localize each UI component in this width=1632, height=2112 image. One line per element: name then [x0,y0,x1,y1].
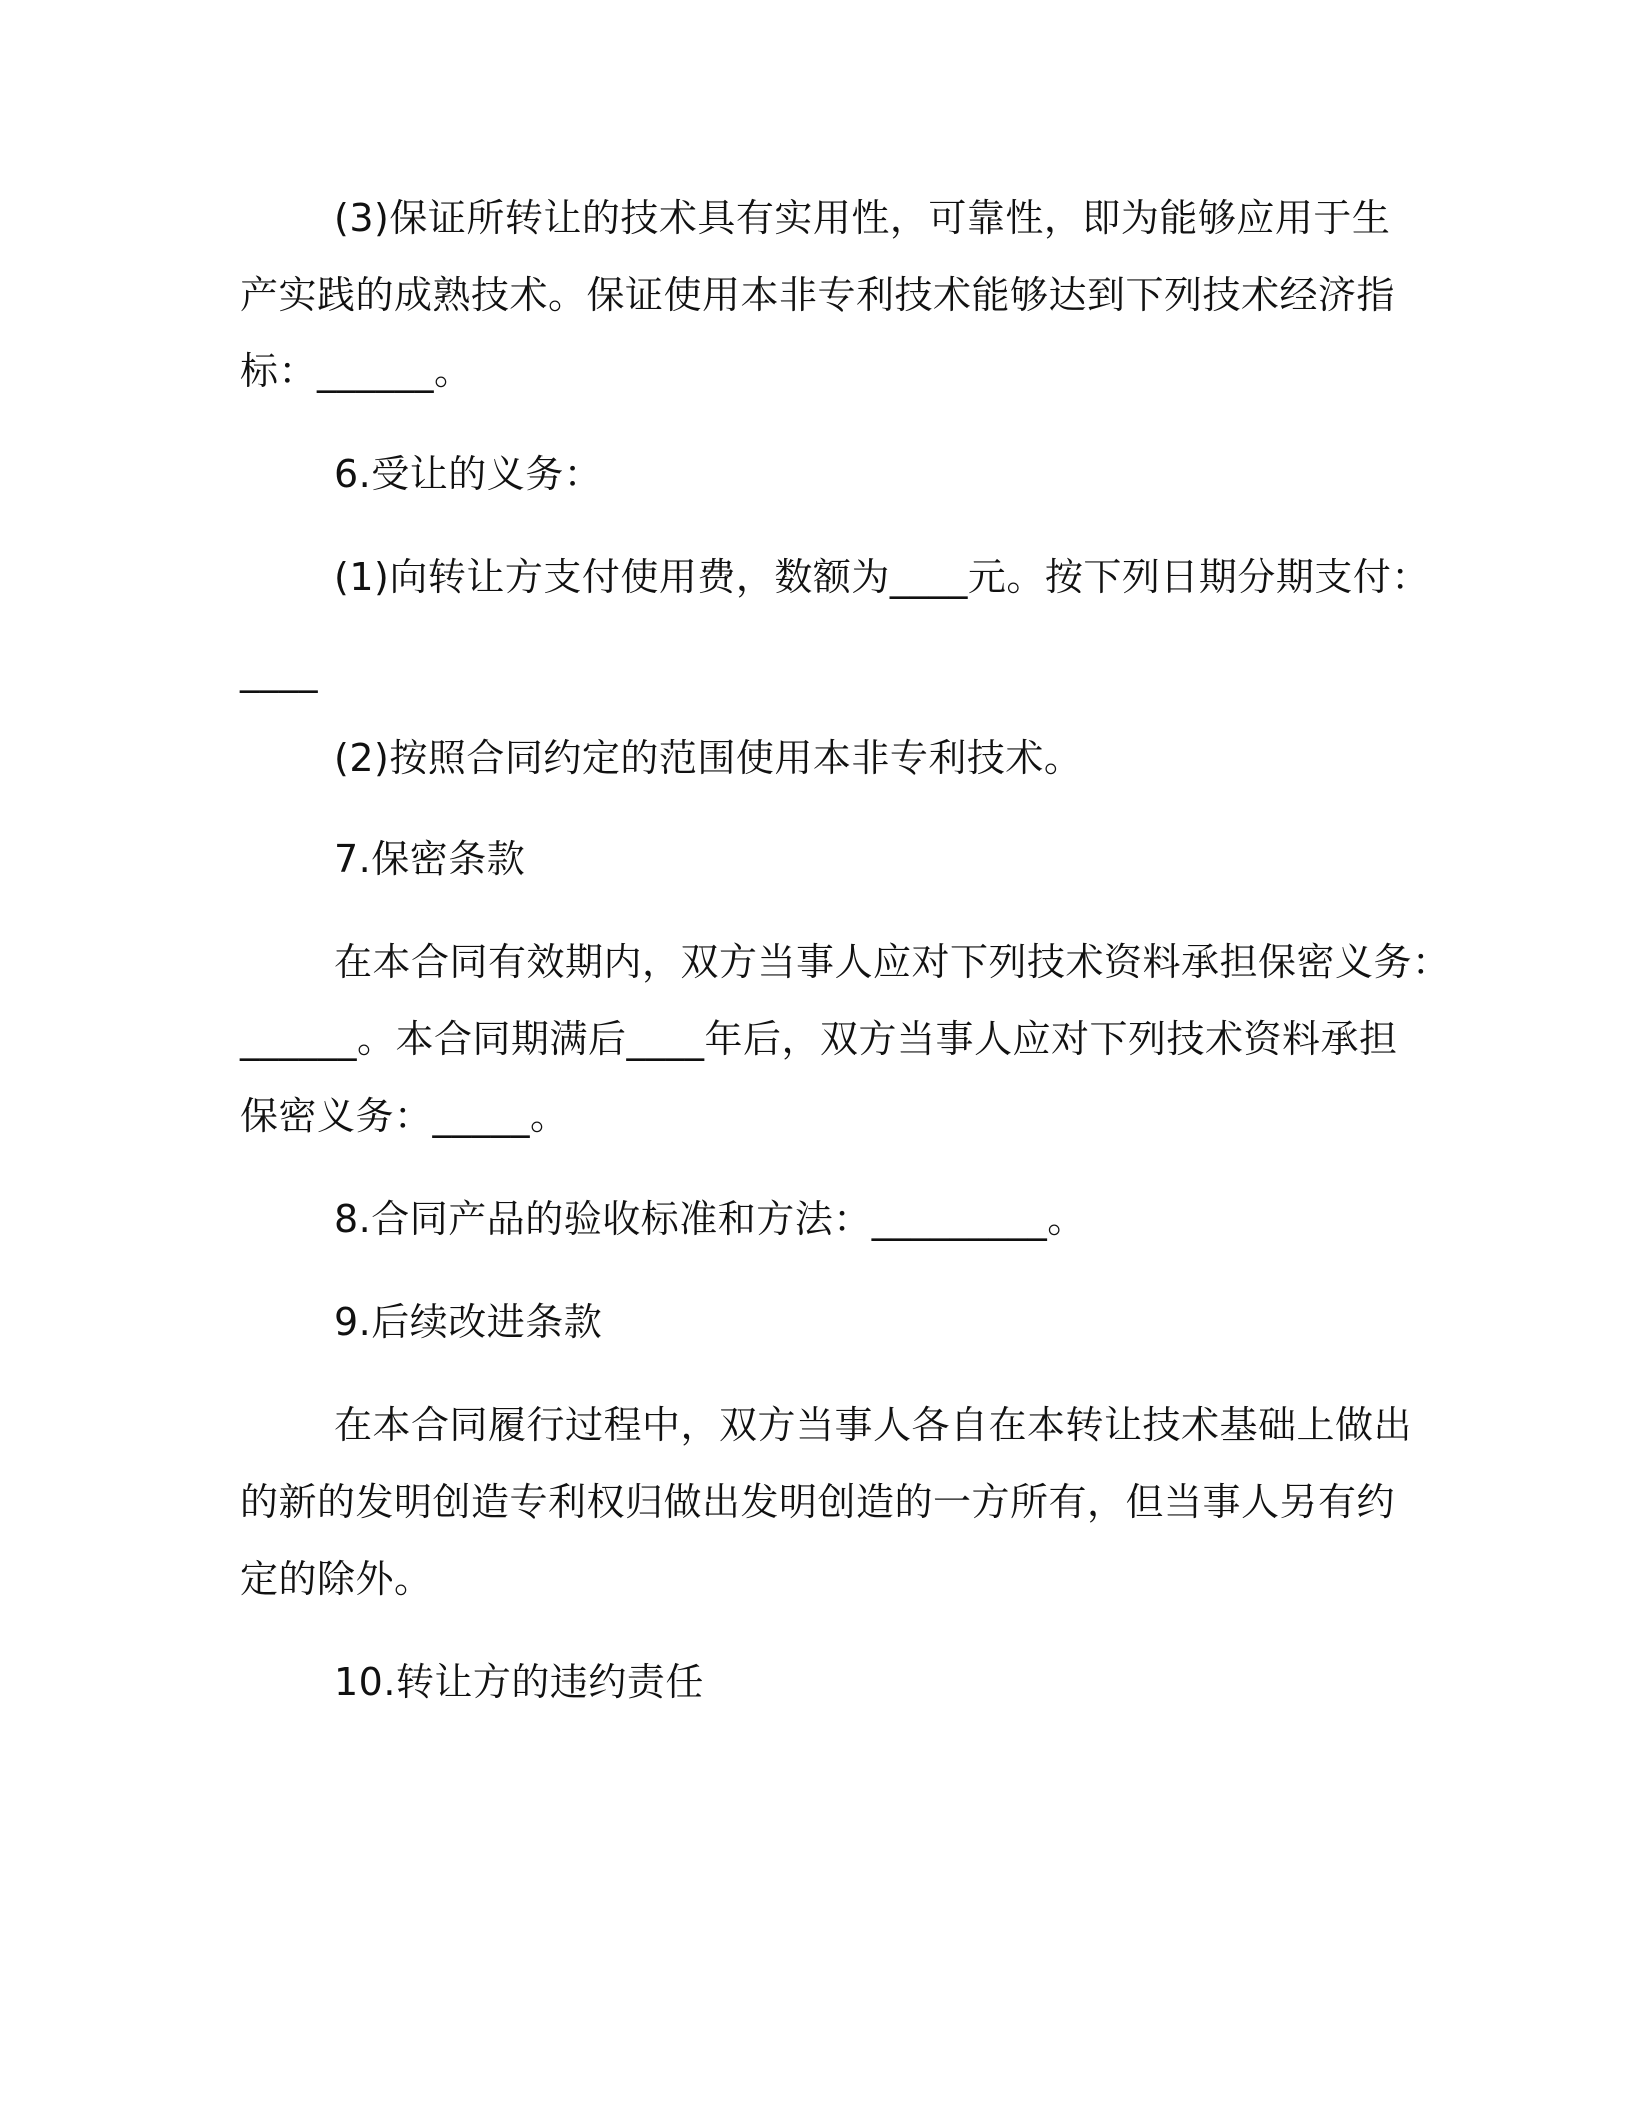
section-heading: 7.保密条款 [334,837,526,881]
paragraph-line: ______。本合同期满后____年后，双方当事人应对下列技术资料承担 [240,1017,1398,1061]
paragraph-line: 产实践的成熟技术。保证使用本非专利技术能够达到下列技术经济指 [240,273,1396,317]
section-heading: 10.转让方的违约责任 [334,1660,704,1704]
paragraph-line: 定的除外。 [240,1557,433,1601]
paragraph-line: (2)按照合同约定的范围使用本非专利技术。 [334,736,1083,780]
paragraph-line: 在本合同履行过程中，双方当事人各自在本转让技术基础上做出 [334,1403,1413,1447]
paragraph-line: 在本合同有效期内，双方当事人应对下列技术资料承担保密义务： [334,940,1451,984]
paragraph-line: 的新的发明创造专利权归做出发明创造的一方所有，但当事人另有约 [240,1480,1396,1524]
section-heading: 9.后续改进条款 [334,1300,603,1344]
section-heading: 6.受让的义务： [334,452,603,496]
section-heading: 8.合同产品的验收标准和方法：_________。 [334,1197,1086,1241]
paragraph-line: ____ [240,649,318,693]
paragraph-line: 标：______。 [240,349,473,393]
paragraph-line: (1)向转让方支付使用费，数额为____元。按下列日期分期支付： [334,555,1430,599]
paragraph-line: 保密义务：_____。 [240,1094,569,1138]
paragraph-line: (3)保证所转让的技术具有实用性，可靠性，即为能够应用于生 [334,196,1391,240]
